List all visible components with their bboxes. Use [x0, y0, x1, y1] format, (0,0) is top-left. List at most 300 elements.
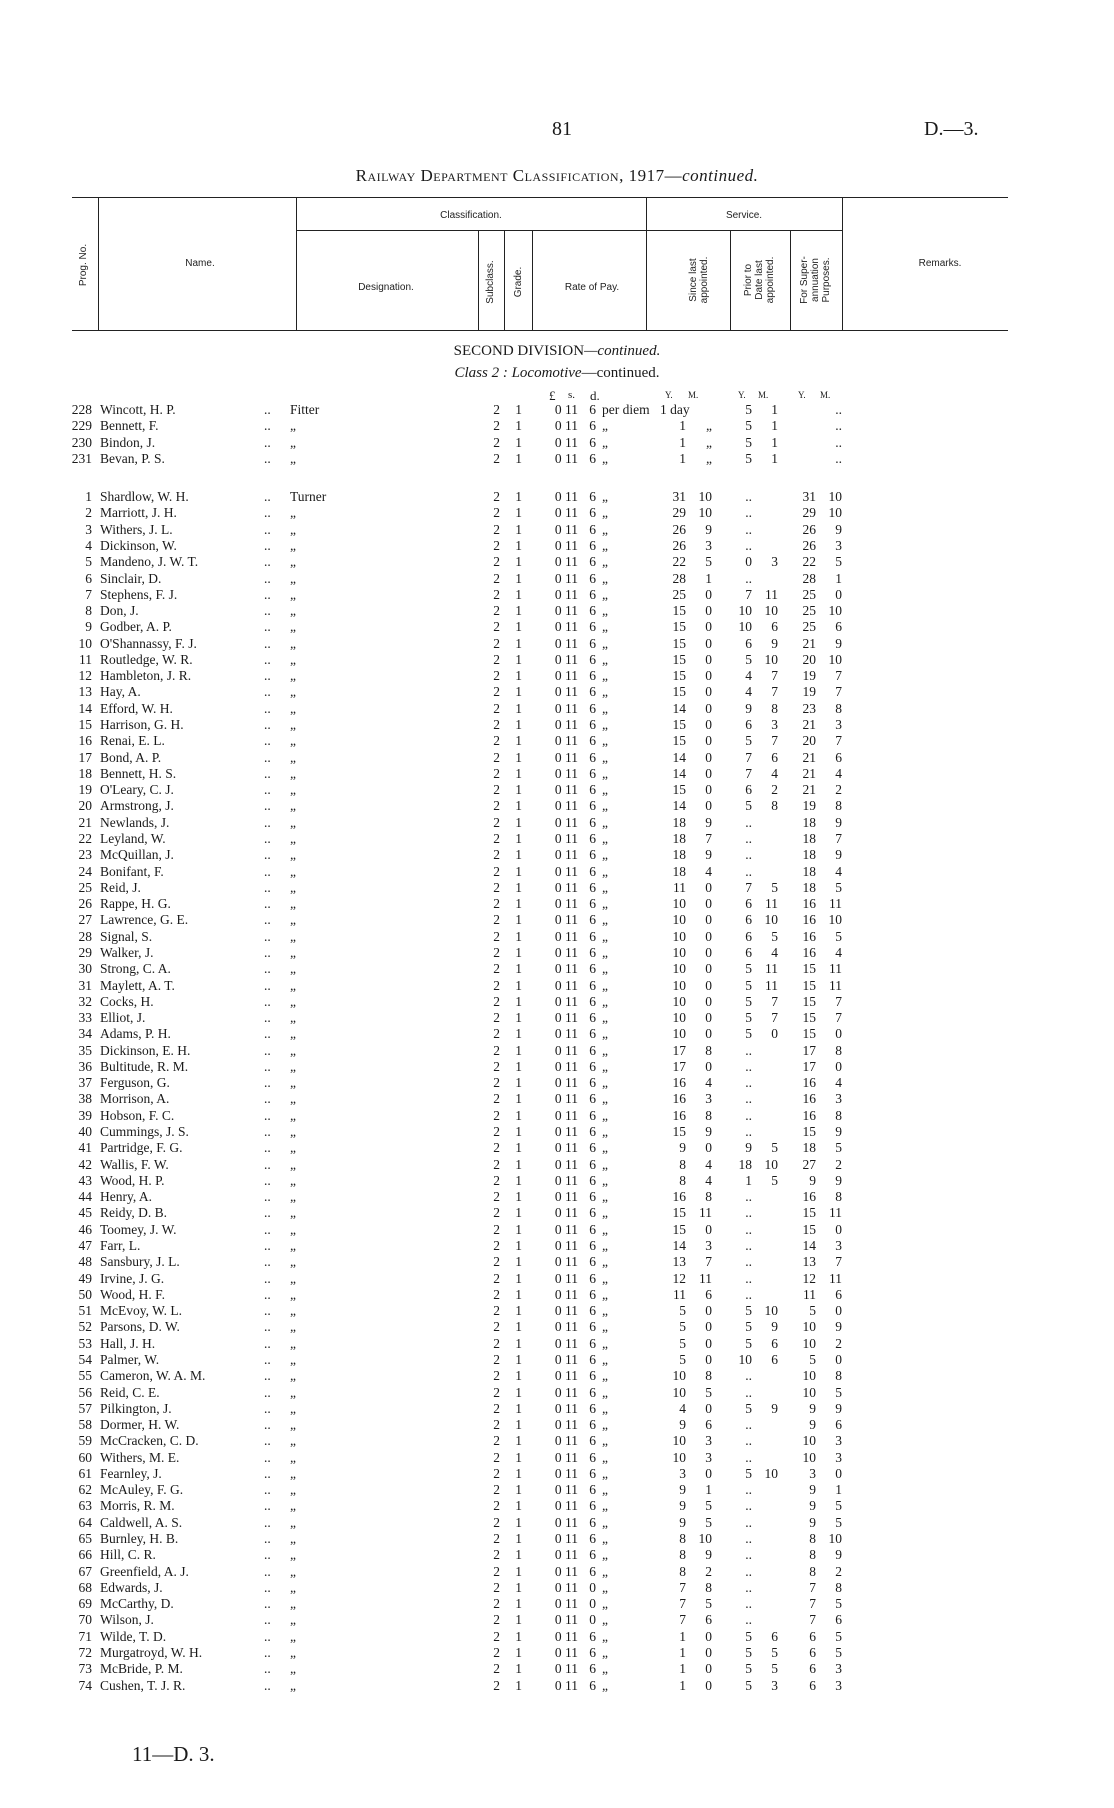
cell-since-months: 0: [705, 1628, 712, 1644]
cell-since-years: 1: [679, 1677, 686, 1693]
cell-prior-years: ..: [745, 1417, 752, 1433]
cell-rate-pounds-shillings: 0 11: [554, 896, 578, 912]
cell-grade: 1: [515, 831, 522, 846]
cell-super-months: 3: [835, 1433, 842, 1449]
cell-subclass: 2: [493, 1351, 500, 1367]
cell-grade: 1: [515, 651, 522, 667]
cell-rate-pounds-shillings: 0 11: [554, 961, 578, 977]
cell-since-months: 10: [698, 505, 712, 521]
cell-name-leader: ..: [264, 1384, 271, 1400]
cell-prior-years: 1: [745, 1172, 752, 1188]
cell-prior-months: 3: [771, 1677, 778, 1693]
cell-name: Maylett, A. T.: [100, 977, 175, 993]
cell-grade: 1: [515, 782, 522, 798]
cell-super-months: 11: [829, 977, 842, 993]
cell-prior-months: 6: [771, 1628, 778, 1644]
cell-super-years: 21: [802, 782, 816, 798]
cell-designation: „: [290, 668, 296, 684]
cell-since-years: 28: [672, 570, 686, 586]
cell-name-leader: ..: [264, 1482, 271, 1498]
cell-rate-pence: 6: [589, 717, 596, 733]
cell-super-years: 5: [809, 1303, 816, 1319]
cell-since-months: 1: [705, 570, 712, 586]
cell-since-months: 0: [705, 977, 712, 993]
cell-grade: 1: [515, 1498, 522, 1514]
cell-rate-basis: „: [602, 896, 608, 912]
cell-prior-years: 10: [738, 619, 752, 635]
cell-rate-pence: 6: [589, 831, 596, 846]
cell-since-years: 14: [672, 765, 686, 781]
cell-grade: 1: [515, 1661, 522, 1677]
cell-since-months: 7: [705, 1254, 712, 1270]
cell-since-months: 0: [705, 1677, 712, 1693]
cell-prior-months: 5: [771, 1140, 778, 1156]
cell-since-years: 1 day: [660, 402, 690, 417]
cell-since-months: 0: [705, 1010, 712, 1026]
cell-name-leader: ..: [264, 668, 271, 684]
cell-super-months: 3: [835, 717, 842, 733]
cell-rate-pence: 6: [589, 1010, 596, 1026]
cell-name-leader: ..: [264, 1335, 271, 1351]
cell-since-years: 4: [679, 1400, 686, 1416]
cell-super-years: 16: [802, 912, 816, 928]
cell-since-months: 3: [705, 1091, 712, 1107]
cell-prior-months: 7: [771, 684, 778, 700]
cell-name-leader: ..: [264, 635, 271, 651]
cell-designation: „: [290, 570, 296, 586]
cell-rate-basis: „: [602, 1058, 608, 1074]
cell-super-years: 11: [803, 1286, 816, 1302]
cell-designation: „: [290, 1482, 296, 1498]
cell-super-months: 5: [835, 1596, 842, 1612]
cell-name-leader: ..: [264, 944, 271, 960]
cell-rate-pence: 6: [589, 651, 596, 667]
cell-prior-years: ..: [745, 1254, 752, 1270]
cell-rate-pounds-shillings: 0 11: [554, 684, 578, 700]
cell-grade: 1: [515, 635, 522, 651]
cell-subclass: 2: [493, 1547, 500, 1563]
cell-rate-pounds-shillings: 0 11: [554, 1221, 578, 1237]
cell-grade: 1: [515, 554, 522, 570]
cell-super-months: 4: [835, 765, 842, 781]
table-row: [0, 1319, 1114, 1335]
cell-prior-months: 3: [771, 554, 778, 570]
cell-prog-no: 230: [71, 434, 92, 450]
cell-designation: „: [290, 1205, 296, 1221]
cell-grade: 1: [515, 434, 522, 450]
cell-name: Reid, J.: [100, 879, 141, 895]
cell-prior-months: 0: [771, 1026, 778, 1042]
cell-since-months: „: [706, 418, 712, 434]
cell-rate-pence: 6: [589, 635, 596, 651]
cell-name: Rappe, H. G.: [100, 896, 171, 912]
cell-super-years: 6: [809, 1628, 816, 1644]
cell-rate-basis: „: [602, 814, 608, 830]
cell-subclass: 2: [493, 912, 500, 928]
cell-prog-no: 31: [78, 977, 92, 993]
cell-subclass: 2: [493, 450, 500, 466]
table-row: [0, 1140, 1114, 1156]
cell-designation: „: [290, 1156, 296, 1172]
unit-prior-months: M.: [758, 390, 769, 400]
cell-grade: 1: [515, 418, 522, 434]
cell-designation: „: [290, 418, 296, 434]
cell-rate-pounds-shillings: 0 11: [554, 1433, 578, 1449]
cell-grade: 1: [515, 1433, 522, 1449]
cell-since-years: 15: [672, 684, 686, 700]
cell-super-months: 6: [835, 749, 842, 765]
cell-designation: Turner: [290, 489, 327, 505]
cell-subclass: 2: [493, 570, 500, 586]
cell-rate-basis: „: [602, 1514, 608, 1530]
cell-super-years: 21: [802, 635, 816, 651]
cell-prior-years: ..: [745, 1221, 752, 1237]
cell-name-leader: ..: [264, 879, 271, 895]
table-row: [0, 1645, 1114, 1661]
cell-prior-years: 7: [745, 749, 752, 765]
unit-super-months: M.: [820, 390, 831, 400]
table-row: [0, 1173, 1114, 1189]
cell-rate-pence: 6: [589, 1205, 596, 1221]
cell-prior-years: ..: [745, 537, 752, 553]
cell-super-years: 10: [802, 1384, 816, 1400]
table-row: [0, 668, 1114, 684]
cell-rate-basis: „: [602, 1596, 608, 1612]
cell-name-leader: ..: [264, 1531, 271, 1547]
cell-since-months: 7: [705, 831, 712, 846]
cell-super-years: 3: [809, 1465, 816, 1481]
cell-rate-basis: „: [602, 717, 608, 733]
cell-super-years: 18: [802, 814, 816, 830]
cell-super-months: 9: [835, 1319, 842, 1335]
cell-since-months: 4: [705, 863, 712, 879]
cell-rate-pence: 6: [589, 1449, 596, 1465]
cell-subclass: 2: [493, 814, 500, 830]
cell-since-years: 8: [679, 1156, 686, 1172]
cell-name-leader: ..: [264, 1661, 271, 1677]
cell-name: Morrison, A.: [100, 1091, 170, 1107]
cell-prog-no: 71: [78, 1628, 92, 1644]
cell-prior-years: ..: [745, 1579, 752, 1595]
cell-name-leader: ..: [264, 651, 271, 667]
cell-grade: 1: [515, 928, 522, 944]
cell-rate-pounds-shillings: 0 11: [554, 1677, 578, 1693]
table-row: [0, 1303, 1114, 1319]
cell-rate-pounds-shillings: 0 11: [554, 1189, 578, 1205]
cell-rate-pounds-shillings: 0 11: [554, 782, 578, 798]
cell-prior-years: 5: [745, 1303, 752, 1319]
cell-designation: „: [290, 1010, 296, 1026]
cell-subclass: 2: [493, 1286, 500, 1302]
cell-since-years: 10: [672, 977, 686, 993]
cell-subclass: 2: [493, 418, 500, 434]
cell-designation: „: [290, 814, 296, 830]
table-row: [0, 831, 1114, 847]
cell-rate-basis: „: [602, 1531, 608, 1547]
cell-rate-pence: 6: [589, 782, 596, 798]
cell-prior-years: 9: [745, 1140, 752, 1156]
cell-rate-basis: „: [602, 1498, 608, 1514]
cell-grade: 1: [515, 765, 522, 781]
cell-grade: 1: [515, 684, 522, 700]
cell-prior-years: ..: [745, 505, 752, 521]
cell-name-leader: ..: [264, 1400, 271, 1416]
cell-since-months: 0: [705, 912, 712, 928]
cell-prior-months: 11: [765, 977, 778, 993]
cell-super-months: 3: [835, 1449, 842, 1465]
cell-subclass: 2: [493, 1303, 500, 1319]
cell-name: Don, J.: [100, 603, 139, 619]
cell-rate-pounds-shillings: 0 11: [554, 1254, 578, 1270]
cell-rate-pounds-shillings: 0 11: [554, 450, 578, 466]
cell-super-years: 28: [802, 570, 816, 586]
cell-since-years: 17: [672, 1042, 686, 1058]
cell-since-months: 6: [705, 1417, 712, 1433]
cell-super-months: 8: [835, 1579, 842, 1595]
cell-since-months: 0: [705, 928, 712, 944]
cell-subclass: 2: [493, 434, 500, 450]
cell-rate-pence: 6: [589, 489, 596, 505]
cell-super-years: 8: [809, 1531, 816, 1547]
cell-name: McCracken, C. D.: [100, 1433, 199, 1449]
table-row: [0, 798, 1114, 814]
cell-rate-pounds-shillings: 0 11: [554, 879, 578, 895]
cell-super-months: 2: [835, 782, 842, 798]
cell-subclass: 2: [493, 831, 500, 846]
cell-rate-basis: „: [602, 1205, 608, 1221]
cell-subclass: 2: [493, 1319, 500, 1335]
cell-super-years: 9: [809, 1514, 816, 1530]
cell-designation: „: [290, 961, 296, 977]
cell-prior-years: ..: [745, 1075, 752, 1091]
cell-grade: 1: [515, 798, 522, 814]
cell-name: Wood, H. P.: [100, 1172, 165, 1188]
cell-prog-no: 36: [78, 1058, 92, 1074]
cell-prior-years: ..: [745, 1449, 752, 1465]
cell-since-years: 14: [672, 1238, 686, 1253]
cell-prog-no: 40: [78, 1124, 92, 1140]
cell-grade: 1: [515, 1384, 522, 1400]
cell-since-months: 0: [705, 1335, 712, 1351]
cell-designation: „: [290, 684, 296, 700]
cell-designation: „: [290, 1221, 296, 1237]
cell-prior-years: 4: [745, 684, 752, 700]
table-row: [0, 489, 1114, 505]
cell-name: Signal, S.: [100, 928, 153, 944]
cell-name-leader: ..: [264, 847, 271, 863]
cell-super-months: 3: [835, 1677, 842, 1693]
cell-subclass: 2: [493, 505, 500, 521]
header-remarks: Remarks.: [918, 258, 962, 269]
cell-super-years: 18: [802, 847, 816, 863]
cell-rate-pounds-shillings: 0 11: [554, 1010, 578, 1026]
table-row: [0, 1336, 1114, 1352]
cell-super-years: 15: [802, 1221, 816, 1237]
cell-subclass: 2: [493, 1400, 500, 1416]
cell-subclass: 2: [493, 1482, 500, 1498]
cell-grade: 1: [515, 1465, 522, 1481]
cell-grade: 1: [515, 586, 522, 602]
cell-super-months: 9: [835, 1124, 842, 1140]
cell-prior-years: 10: [738, 1351, 752, 1367]
cell-prior-years: 5: [745, 977, 752, 993]
cell-subclass: 2: [493, 1628, 500, 1644]
cell-super-years: 17: [802, 1042, 816, 1058]
cell-subclass: 2: [493, 1661, 500, 1677]
cell-grade: 1: [515, 912, 522, 928]
cell-rate-pence: 6: [589, 733, 596, 749]
cell-since-months: 0: [705, 944, 712, 960]
cell-super-months: 7: [835, 684, 842, 700]
cell-grade: 1: [515, 1351, 522, 1367]
cell-since-years: 5: [679, 1319, 686, 1335]
cell-name: Irvine, J. G.: [100, 1270, 165, 1286]
cell-rate-pounds-shillings: 0 11: [554, 700, 578, 716]
cell-since-years: 10: [672, 1384, 686, 1400]
cell-super-months: 9: [835, 814, 842, 830]
cell-since-years: 22: [672, 554, 686, 570]
cell-since-years: 18: [672, 814, 686, 830]
table-row: [0, 571, 1114, 587]
cell-rate-pence: 6: [589, 896, 596, 912]
cell-designation: „: [290, 782, 296, 798]
cell-prog-no: 55: [78, 1368, 92, 1384]
cell-name-leader: ..: [264, 554, 271, 570]
cell-name-leader: ..: [264, 1270, 271, 1286]
cell-super-years: 23: [802, 700, 816, 716]
cell-since-months: 5: [705, 1596, 712, 1612]
cell-since-months: 0: [705, 1140, 712, 1156]
cell-designation: „: [290, 1579, 296, 1595]
cell-designation: „: [290, 1628, 296, 1644]
title-lead: Railway Department Classification: [355, 166, 620, 185]
cell-rate-basis: „: [602, 1010, 608, 1026]
cell-rate-basis: „: [602, 450, 608, 466]
cell-rate-pence: 6: [589, 798, 596, 814]
cell-since-years: 7: [679, 1596, 686, 1612]
cell-name: Hay, A.: [100, 684, 141, 700]
cell-rate-pence: 6: [589, 1270, 596, 1286]
cell-rate-pence: 6: [589, 1465, 596, 1481]
cell-rate-pounds-shillings: 0 11: [554, 1335, 578, 1351]
cell-since-years: 1: [679, 1661, 686, 1677]
cell-prior-months: 5: [771, 928, 778, 944]
cell-name-leader: ..: [264, 1465, 271, 1481]
cell-name: Pilkington, J.: [100, 1400, 172, 1416]
cell-prior-months: 5: [771, 1661, 778, 1677]
cell-subclass: 2: [493, 1384, 500, 1400]
cell-super-months: 3: [835, 1238, 842, 1253]
cell-prog-no: 74: [78, 1677, 92, 1693]
cell-prior-years: ..: [745, 1058, 752, 1074]
cell-rate-basis: „: [602, 831, 608, 846]
cell-subclass: 2: [493, 1645, 500, 1660]
cell-rate-pounds-shillings: 0 11: [554, 505, 578, 521]
cell-rate-pence: 6: [589, 993, 596, 1009]
cell-prior-years: ..: [745, 1091, 752, 1107]
cell-name: Dickinson, E. H.: [100, 1042, 191, 1058]
cell-designation: „: [290, 505, 296, 521]
cell-since-months: 3: [705, 1433, 712, 1449]
cell-name: Cocks, H.: [100, 993, 154, 1009]
cell-name-leader: ..: [264, 814, 271, 830]
cell-subclass: 2: [493, 489, 500, 505]
cell-name: O'Leary, C. J.: [100, 782, 174, 798]
cell-rate-pence: 6: [589, 863, 596, 879]
cell-designation: „: [290, 1351, 296, 1367]
cell-since-years: 5: [679, 1351, 686, 1367]
cell-prog-no: 5: [85, 554, 92, 570]
cell-name-leader: ..: [264, 733, 271, 749]
header-for-superannuation: For Super- annuation Purposes.: [799, 256, 832, 304]
cell-name: Elliot, J.: [100, 1010, 146, 1026]
cell-prog-no: 66: [78, 1547, 92, 1563]
cell-rate-pounds-shillings: 0 11: [554, 1124, 578, 1140]
cell-designation: „: [290, 537, 296, 553]
cell-since-years: 11: [673, 1286, 686, 1302]
table-row: [0, 1580, 1114, 1596]
cell-since-months: 9: [705, 521, 712, 537]
cell-super-months: 7: [835, 1010, 842, 1026]
header-grade: Grade.: [513, 266, 524, 298]
cell-rate-pence: 6: [589, 1547, 596, 1563]
table-row: [0, 1678, 1114, 1694]
cell-rate-pence: 6: [589, 418, 596, 434]
cell-rate-pence: 6: [589, 521, 596, 537]
cell-name: Wilde, T. D.: [100, 1628, 167, 1644]
division-label: SECOND DIVISION: [453, 343, 585, 359]
cell-super-months: 11: [829, 961, 842, 977]
cell-name: Reidy, D. B.: [100, 1205, 167, 1221]
cell-name: Burnley, H. B.: [100, 1531, 179, 1547]
cell-grade: 1: [515, 717, 522, 733]
cell-prior-years: 6: [745, 635, 752, 651]
cell-prior-months: 10: [764, 912, 778, 928]
cell-subclass: 2: [493, 1596, 500, 1612]
cell-designation: „: [290, 1107, 296, 1123]
cell-super-years: 19: [802, 684, 816, 700]
table-row: [0, 1271, 1114, 1287]
cell-since-months: 0: [705, 586, 712, 602]
cell-grade: 1: [515, 863, 522, 879]
cell-grade: 1: [515, 570, 522, 586]
cell-name: Wilson, J.: [100, 1612, 154, 1628]
cell-prog-no: 229: [71, 418, 92, 434]
cell-prog-no: 50: [78, 1286, 92, 1302]
cell-rate-pounds-shillings: 0 11: [554, 1628, 578, 1644]
cell-prior-years: ..: [745, 1514, 752, 1530]
cell-prior-years: ..: [745, 1482, 752, 1498]
cell-prior-years: 5: [745, 1677, 752, 1693]
table-row: [0, 1287, 1114, 1303]
cell-rate-basis: „: [602, 733, 608, 749]
cell-rate-pence: 6: [589, 1417, 596, 1433]
cell-super-years: 25: [802, 586, 816, 602]
cell-designation: „: [290, 619, 296, 635]
cell-rate-basis: „: [602, 521, 608, 537]
cell-since-months: 9: [705, 1547, 712, 1563]
cell-prog-no: 68: [78, 1579, 92, 1595]
cell-super-years: 25: [802, 603, 816, 619]
cell-since-years: 25: [672, 586, 686, 602]
cell-prior-months: 6: [771, 749, 778, 765]
cell-rate-basis: „: [602, 1433, 608, 1449]
cell-subclass: 2: [493, 765, 500, 781]
cell-rate-pounds-shillings: 0 11: [554, 1091, 578, 1107]
cell-prior-years: ..: [745, 814, 752, 830]
cell-designation: „: [290, 1189, 296, 1205]
table-row: [0, 652, 1114, 668]
